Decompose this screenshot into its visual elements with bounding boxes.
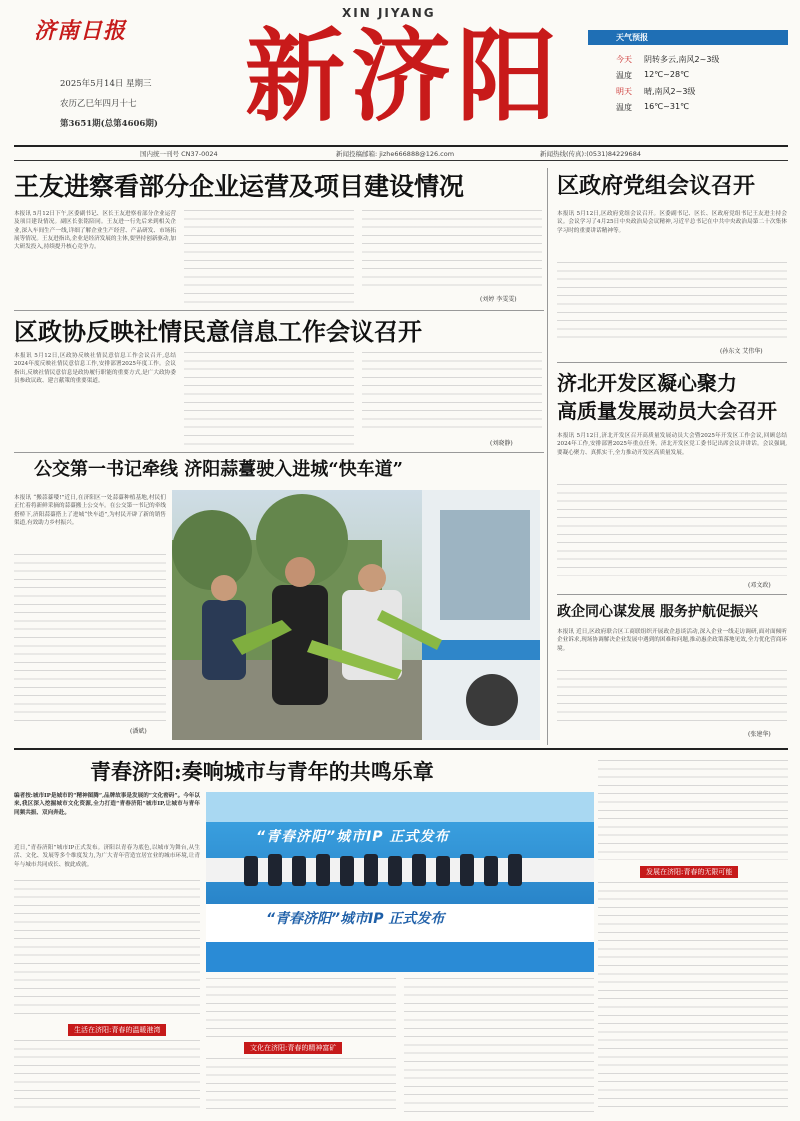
article-body-continued — [362, 210, 542, 290]
article-headline: 济北开发区凝心聚力 — [557, 371, 737, 395]
calligraphy-title: 新济阳 — [245, 17, 563, 135]
article-body: 近日,“青春济阳”城市IP正式发布。济阳以青春为底色,以城市为舞台,从生活、文化、发展等多个维度发力,为广大青年营造宜居宜业的城市环境,让青年与城市共同成长、彼此成就。 — [14, 845, 200, 868]
farmers-loading-bus-photo — [172, 490, 540, 740]
issue-number: 第3651期(总第4606期) — [60, 119, 158, 129]
divider — [14, 160, 788, 161]
news-photo — [172, 490, 540, 740]
submission-email: 新闻投稿邮箱: jizhe666888@126.com — [336, 150, 455, 158]
section-subheading: 生活在济阳:青春的温暖港湾 — [68, 1024, 166, 1036]
today-temp-label: 温度 — [616, 71, 632, 80]
article-byline: (孙东文 艾伟华) — [720, 348, 763, 355]
article-headline: 高质量发展动员大会召开 — [557, 399, 777, 423]
news-hotline: 新闻热线(传真):(0531)84229684 — [540, 150, 641, 158]
article-body-continued — [184, 210, 354, 306]
divider — [14, 452, 544, 453]
newspaper-logo: 济南日报 — [34, 18, 127, 44]
article-byline: (刘晓静) — [490, 440, 513, 447]
divider — [14, 748, 788, 750]
article-body: 本报讯 “搬蒜薹喽!”近日,在济阳区一处蒜薹种植基地,村民们正忙着将新鲜采摘的蒜薹搬上公交车。在公交第一书记的牵线搭桥下,济阳蒜薹搭上了进城“快车道”,为村民开辟了新的销售渠道,有效助力乡村振兴。 — [14, 495, 166, 526]
article-body: 本报讯 5月12日,济北开发区召开高质量发展动员大会暨2025年开发区工作会议,回顾总结2024年工作,安排部署2025年重点任务。济北开发区党工委书记出席会议并讲话。会议强调,要凝心聚力、真抓实干,全力推动开发区高质量发展。 — [557, 433, 787, 456]
date-line: 2025年5月14日 星期三 — [60, 79, 152, 89]
today-temperature: 12℃~28℃ — [644, 70, 690, 79]
article-body: 本报讯 5月12日,区政协反映社情民意信息工作会议召开,总结2024年度反映社情民意信息工作,安排部署2025年度工作。会议指出,反映社情民意信息是政协履行职能的重要方式,是广大政协委员参政议政、建言献策的重要渠道。 — [14, 353, 176, 384]
divider — [557, 594, 787, 595]
article-body-continued — [557, 484, 787, 576]
article-body: 本报讯 5月12日下午,区委副书记、区长王友进察看部分企业运营及项目建设情况。副区长张铭陪同。王友进一行先后来到相关企业,深入车间生产一线,详细了解企业生产经营、产品研发、市场拓展等情况。王友进指出,企业是经济发展的主体,要坚持创新驱动,加大研发投入,持续提升核心竞争力。 — [14, 211, 176, 251]
article-headline: 王友进察看部分企业运营及项目建设情况 — [14, 172, 465, 201]
news-photo — [206, 792, 594, 972]
article-body: 本报讯 5月12日,区政府党组会议召开。区委副书记、区长、区政府党组书记王友进主持会议。会议学习了4月25日中央政治局会议精神,习近平总书记在中共中央政治局第二十次集体学习时的重要讲话精神等。 — [557, 211, 787, 234]
section-subheading: 文化在济阳:青春的精神富矿 — [244, 1042, 342, 1054]
editor-note: 编者按:城市IP是城市的“精神图腾”,品牌故事是发展的“文化密码”。今年以来,我区深入挖掘城市文化资源,全力打造“青春济阳”城市IP,让城市与青年同频共振、双向奔赴。 — [14, 793, 200, 816]
article-body: 本报讯 近日,区政府联合区工商联组织开展政企恳谈活动,深入企业一线走访调研,面对面倾听企业诉求,现场协调解决企业发展中遇到的困难和问题,推动惠企政策落地见效,全力优化营商环境。 — [557, 629, 787, 652]
tomorrow-label: 明天 — [616, 87, 632, 96]
feature-headline: 青春济阳:奏响城市与青年的共鸣乐章 — [90, 759, 434, 784]
article-body-continued — [362, 352, 542, 432]
article-headline: 区政协反映社情民意信息工作会议召开 — [14, 317, 422, 346]
article-body-continued — [206, 1058, 396, 1114]
publication-number: 国内统一刊号 CN37-0024 — [140, 150, 218, 158]
tomorrow-temperature: 16℃~31℃ — [644, 102, 690, 111]
pinyin-title: XIN JIYANG — [342, 6, 436, 20]
article-body-continued — [184, 352, 354, 448]
divider — [557, 362, 787, 363]
article-body-continued — [598, 882, 788, 1108]
article-body-continued — [14, 1040, 200, 1114]
section-subheading: 发展在济阳:青春的无限可能 — [640, 866, 738, 878]
weather-header: 天气预报 — [588, 30, 788, 45]
article-byline: (张建华) — [748, 731, 771, 738]
article-body-continued — [598, 760, 788, 860]
article-byline: (刘婷 李雯雯) — [480, 296, 517, 303]
article-headline: 政企同心谋发展 服务护航促振兴 — [557, 604, 758, 620]
photo-banner-text: “青春济阳”城市IP 正式发布 — [256, 829, 450, 845]
article-byline: (潘斌) — [130, 728, 147, 735]
city-ip-launch-photo — [206, 792, 594, 972]
divider — [14, 310, 544, 311]
tomorrow-temp-label: 温度 — [616, 103, 632, 112]
article-body-continued — [14, 554, 166, 724]
article-body-continued — [14, 880, 200, 1020]
today-label: 今天 — [616, 55, 632, 64]
masthead — [0, 0, 800, 140]
article-headline: 公交第一书记牵线 济阳蒜薹驶入进城“快车道” — [34, 459, 403, 480]
article-body-continued — [206, 978, 396, 1038]
lunar-date: 农历乙巳年四月十七 — [60, 99, 137, 109]
divider — [14, 145, 788, 147]
photo-stage-text: “青春济阳”城市IP 正式发布 — [266, 911, 445, 927]
article-body-continued — [557, 262, 787, 338]
tomorrow-forecast: 晴,南风2~3级 — [644, 87, 696, 96]
article-body-continued — [404, 978, 594, 1114]
article-headline: 区政府党组会议召开 — [557, 173, 756, 199]
article-byline: (邓文政) — [748, 582, 771, 589]
today-forecast: 阴转多云,南风2~3级 — [644, 55, 720, 64]
article-body-continued — [557, 670, 787, 726]
weather-box — [588, 30, 788, 120]
column-divider — [547, 168, 548, 745]
